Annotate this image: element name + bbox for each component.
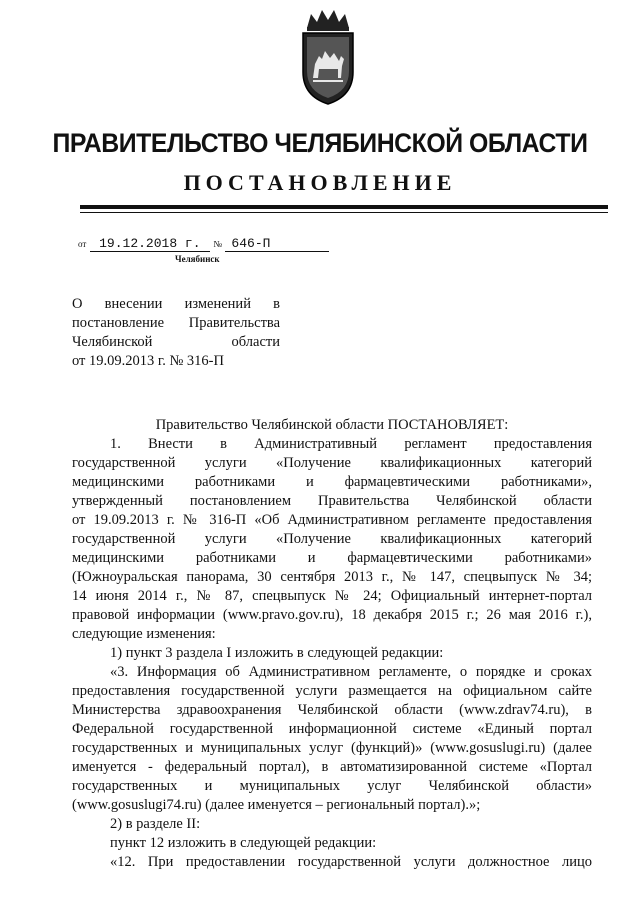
document-type-heading: ПОСТАНОВЛЕНИЕ xyxy=(183,170,457,195)
resolution-intro: Правительство Челябинской области ПОСТАНОВЛЯЕТ: xyxy=(155,417,509,433)
body-line: именуется - федеральный портал), в автоматизированной системе «Портал xyxy=(72,759,592,775)
document-body xyxy=(72,416,592,872)
body-line: медицинскими работниками и фармацевтическими работниками», xyxy=(72,474,592,490)
subject-line: Челябинской области xyxy=(72,334,280,350)
body-line: государственных и муниципальных услуг (функций)» (www.gosuslugi.ru) (далее xyxy=(72,740,592,756)
coat-of-arms-emblem xyxy=(297,6,359,106)
city-name: Челябинск xyxy=(175,254,220,264)
body-line: 2) в разделе II: xyxy=(110,816,201,832)
body-line: (Южноуральская панорама, 30 сентября 2013 г., № 147, спецвыпуск № 34; xyxy=(72,569,592,585)
body-line: государственной услуги «Получение квалификационных категорий xyxy=(72,455,592,471)
body-line: правовой информации (www.pravo.gov.ru), 18 декабря 2015 г.; 26 мая 2016 г.), xyxy=(72,607,592,623)
header-divider-thin xyxy=(80,212,608,213)
from-label: от xyxy=(78,239,87,249)
body-line: следующие изменения: xyxy=(72,626,216,642)
body-line: 14 июня 2014 г., № 87, спецвыпуск № 24; Официальный интернет-портал xyxy=(72,588,592,604)
date-number-line xyxy=(78,236,329,252)
body-line: 1. Внести в Административный регламент предоставления xyxy=(110,436,592,452)
body-line: «12. При предоставлении государственной услуги должностное лицо xyxy=(110,854,592,870)
header-divider-thick xyxy=(80,205,608,209)
number-label: № xyxy=(213,239,222,249)
body-line: Министерства здравоохранения Челябинской области (www.zdrav74.ru), в xyxy=(72,702,592,718)
document-date: 19.12.2018 г. xyxy=(90,236,210,252)
body-line: пункт 12 изложить в следующей редакции: xyxy=(110,835,377,851)
body-line: от 19.09.2013 г. № 316-П «Об Административном регламенте предоставления xyxy=(72,512,592,528)
body-line: Федеральной государственной информационной системе «Единый портал xyxy=(72,721,592,737)
document-number: 646-П xyxy=(225,236,329,252)
subject-line: постановление Правительства xyxy=(72,315,280,331)
body-line: медицинскими работниками и фармацевтическими работниками» xyxy=(72,550,592,566)
subject-line: О внесении изменений в xyxy=(72,296,280,312)
body-line: (www.gosuslugi74.ru) (далее именуется – региональный портал).»; xyxy=(72,797,481,813)
body-line: утвержденный постановлением Правительства Челябинской области xyxy=(72,493,592,509)
subject-line: от 19.09.2013 г. № 316-П xyxy=(72,353,224,369)
document-subject xyxy=(72,295,280,371)
body-line: предоставления государственной услуги размещается на официальном сайте xyxy=(72,683,592,699)
body-line: государственных и муниципальных услуг Челябинской области» xyxy=(72,778,592,794)
body-line: 1) пункт 3 раздела I изложить в следующей редакции: xyxy=(110,645,444,661)
body-line: «3. Информация об Административном регламенте, о порядке и сроках xyxy=(110,664,592,680)
body-line: государственной услуги «Получение квалификационных категорий xyxy=(72,531,592,547)
government-name-heading: ПРАВИТЕЛЬСТВО ЧЕЛЯБИНСКОЙ ОБЛАСТИ xyxy=(52,128,588,158)
